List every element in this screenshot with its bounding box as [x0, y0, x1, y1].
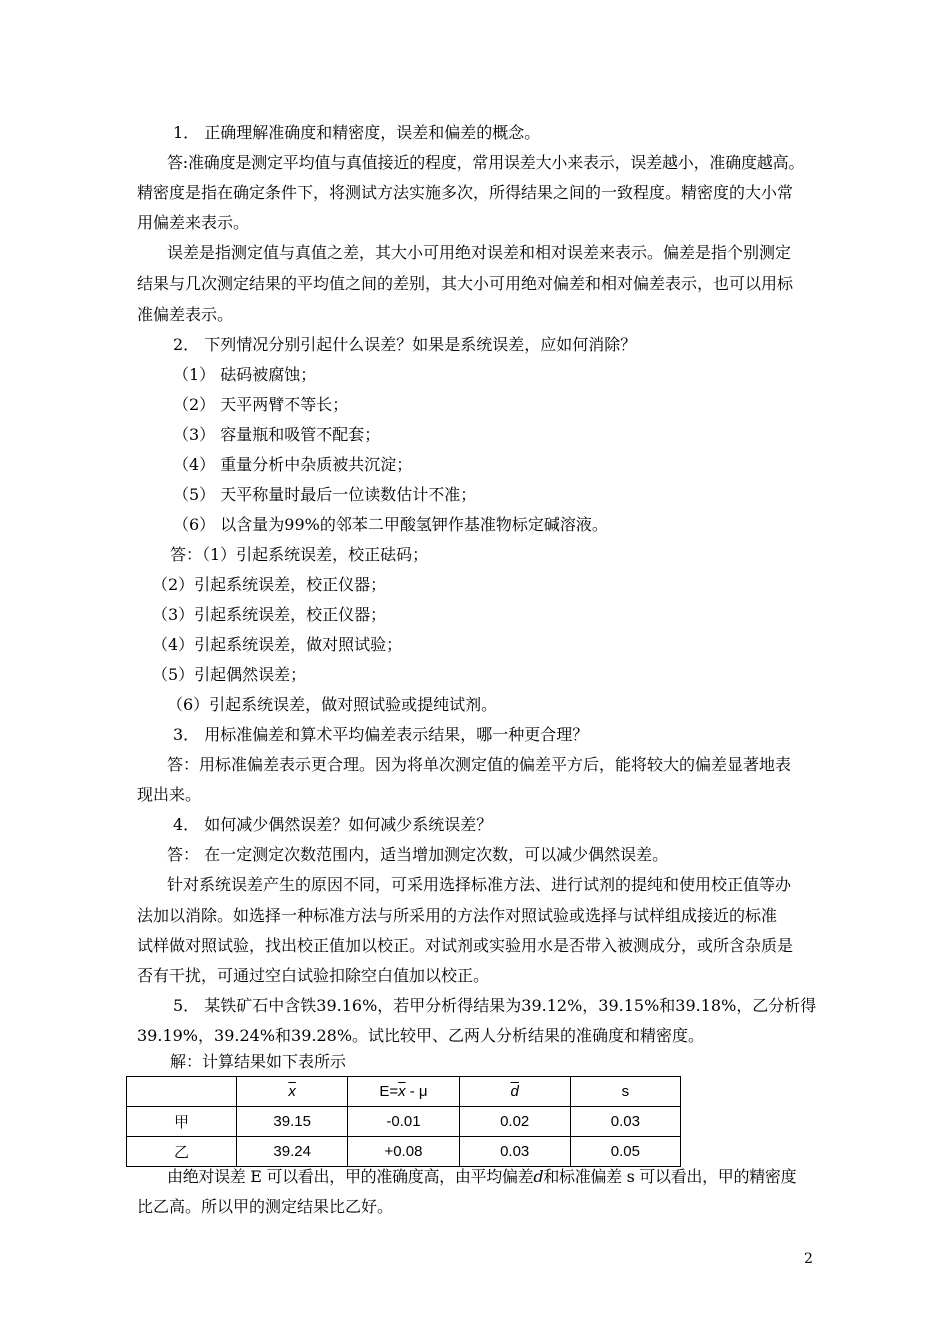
- q2-answer: （3）引起系统误差，校正仪器；: [152, 605, 387, 624]
- q1-answer-line: 结果与几次测定结果的平均值之间的差别，其大小可用绝对偏差和相对偏差表示，也可以用标: [137, 274, 794, 293]
- q1-answer-line: 用偏差来表示。: [137, 213, 250, 232]
- results-table: [126, 1076, 681, 1167]
- q1-answer-line: 准偏差表示。: [137, 305, 234, 324]
- q4-answer: 试样做对照试验，找出校正值加以校正。对试剂或实验用水是否带入被测成分，或所含杂质是: [137, 936, 794, 955]
- q2-answer: （6）引起系统误差，做对照试验或提纯试剂。: [167, 695, 498, 714]
- table-cell: 甲: [127, 1107, 237, 1137]
- table-row: [127, 1137, 681, 1167]
- table-header-cell: s: [570, 1077, 680, 1107]
- q4-answer: 答： 在一定测定次数范围内，适当增加测定次数，可以减少偶然误差。: [167, 845, 669, 864]
- table-cell: 0.05: [570, 1137, 680, 1167]
- q2-item: （2） 天平两臂不等长；: [173, 395, 349, 414]
- q3-title: 3． 用标准偏差和算术平均偏差表示结果，哪一种更合理？: [173, 725, 589, 744]
- q2-item: （5） 天平称量时最后一位读数估计不准；: [173, 485, 477, 504]
- q2-answer: （5）引起偶然误差；: [152, 665, 307, 684]
- table-header-row: [127, 1077, 681, 1107]
- q4-answer: 法加以消除。如选择一种标准方法与所采用的方法作对照试验或选择与试样组成接近的标准: [137, 906, 778, 925]
- q3-answer: 现出来。: [137, 785, 202, 804]
- q3-answer: 答：用标准偏差表示更合理。因为将单次测定值的偏差平方后，能将较大的偏差显著地表: [167, 755, 792, 774]
- q2-answer: （2）引起系统误差，校正仪器；: [152, 575, 387, 594]
- q5-solution-intro: 解：计算结果如下表所示: [170, 1052, 347, 1071]
- table-cell: 0.02: [459, 1107, 570, 1137]
- table-cell: 39.15: [237, 1107, 348, 1137]
- page-number: 2: [804, 1251, 813, 1267]
- table-cell: 乙: [127, 1137, 237, 1167]
- q2-item: （3） 容量瓶和吸管不配套；: [173, 425, 381, 444]
- conclusion-line: 由绝对误差 E 可以看出，甲的准确度高，由平均偏差$\overline{d}$和标准偏差 s 可以看出，甲的精密度: [167, 1167, 797, 1186]
- q2-item: （4） 重量分析中杂质被共沉淀；: [173, 455, 413, 474]
- q1-answer-line: 答:准确度是测定平均值与真值接近的程度，常用误差大小来表示，误差越小，准确度越高。: [167, 153, 805, 172]
- q2-item: （1） 砝码被腐蚀；: [173, 365, 317, 384]
- x-bar-symbol: $\overline{x}$: [398, 1083, 406, 1100]
- q2-item: （6） 以含量为99%的邻苯二甲酸氢钾作基准物标定碱溶液。: [173, 515, 608, 534]
- q2-answer: 答：（1）引起系统误差，校正砝码；: [170, 545, 429, 564]
- table-cell: -0.01: [348, 1107, 459, 1137]
- q2-title: 2． 下列情况分别引起什么误差？如果是系统误差，应如何消除？: [173, 335, 637, 354]
- q2-answer: （4）引起系统误差，做对照试验；: [152, 635, 403, 654]
- q4-answer: 针对系统误差产生的原因不同，可采用选择标准方法、进行试剂的提纯和使用校正值等办: [167, 875, 792, 894]
- table-cell: 39.24: [237, 1137, 348, 1167]
- conclusion-line: 比乙高。所以甲的测定结果比乙好。: [137, 1197, 394, 1216]
- table-header-cell: [237, 1077, 348, 1107]
- table-header-cell: [459, 1077, 570, 1107]
- q5-title: 5． 某铁矿石中含铁39.16%，若甲分析得结果为39.12%，39.15%和39.18%，乙分析得: [173, 996, 817, 1015]
- table-cell: 0.03: [459, 1137, 570, 1167]
- q4-answer: 否有干扰，可通过空白试验扣除空白值加以校正。: [137, 966, 490, 985]
- d-bar-symbol: $\overline{d}$: [533, 1167, 544, 1186]
- table-header-cell: [127, 1077, 237, 1107]
- d-bar-symbol: $\overline{d}$: [510, 1083, 519, 1100]
- table-cell: +0.08: [348, 1137, 459, 1167]
- q1-title: 1． 正确理解准确度和精密度，误差和偏差的概念。: [173, 123, 541, 142]
- table-row: [127, 1107, 681, 1137]
- q4-title: 4． 如何减少偶然误差？如何减少系统误差？: [173, 815, 493, 834]
- q5-title: 39.19%，39.24%和39.28%。试比较甲、乙两人分析结果的准确度和精密度。: [137, 1026, 705, 1045]
- q1-answer-line: 误差是指测定值与真值之差，其大小可用绝对误差和相对误差来表示。偏差是指个别测定: [167, 243, 792, 262]
- table-header-cell: $E=\overline{x} - \mu$: [348, 1077, 459, 1107]
- q1-answer-line: 精密度是指在确定条件下，将测试方法实施多次，所得结果之间的一致程度。精密度的大小常: [137, 183, 794, 202]
- x-bar-symbol: $\overline{x}$: [288, 1083, 296, 1100]
- table-cell: 0.03: [570, 1107, 680, 1137]
